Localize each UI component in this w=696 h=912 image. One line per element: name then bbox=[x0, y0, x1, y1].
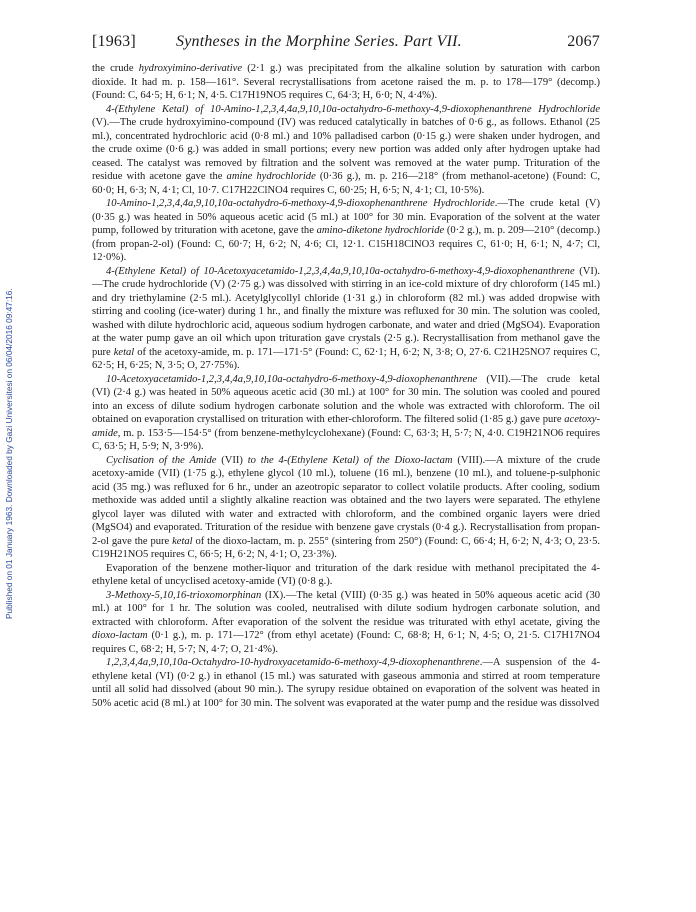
download-watermark-link[interactable]: Published on 01 January 1963. Downloaded by Gazi Universitesi on 06/04/2016 09:47:16. bbox=[4, 288, 14, 620]
paragraph bbox=[92, 454, 600, 562]
paragraph bbox=[92, 62, 600, 103]
text: (VI).—The crude hydrochloride (V) (2·75 g.) was dissolved with stirring in an ice-cold mixture of dry chloroform (145 ml.) and dry triethylamine (2·5 ml.). Acetylglycollyl chloride (1·31 g.) in chloroform (82 ml.) was added dropwise with stirring and cooling (ice-water) during 1 hr., and finally the mixture was refluxed for 30 min. The solution was cooled, washed with dilute hydrochloric acid, aqueous sodium hydrogen carbonate, and water and dried (MgSO4). Evaporation at the water pump gave an oil which upon trituration gave crystals (2·5 g.). Recrystallisation from methanol gave the pure bbox=[92, 265, 600, 358]
article-body bbox=[92, 62, 600, 902]
italic-text: 10-Acetoxyacetamido-1,2,3,4,4a,9,10,10a-octahydro-6-methoxy-4,9-dioxophenanthrene bbox=[106, 373, 478, 385]
page-number: 2067 bbox=[567, 33, 600, 50]
text: of the acetoxy-amide, m. p. 171—171·5° (Found: C, 62·1; H, 6·2; N, 3·8; O, 27·6. C21H25NO7 requires C, 62·5; H, 6·25; N, 3·5; O, 27·75%). bbox=[92, 346, 600, 371]
italic-text: amine hydrochloride bbox=[226, 171, 316, 182]
italic-text: dioxo-lactam bbox=[92, 630, 148, 641]
text: (VII) bbox=[216, 454, 248, 466]
paragraph bbox=[92, 656, 600, 710]
italic-text: to the 4-(Ethylene Ketal) of the Dioxo-lactam bbox=[247, 454, 453, 466]
italic-text: hydroxyimino-derivative bbox=[138, 63, 242, 74]
text: (0·1 g.), m. p. 171—172° (from ethyl acetate) (Found: C, 68·8; H, 6·1; N, 4·5; O, 21·5. C17H17NO4 requires C, 68·2; H, 5·7; N, 4·7; O, 21·4%). bbox=[92, 630, 600, 655]
italic-text: acetoxy-amide bbox=[92, 414, 600, 439]
running-header bbox=[92, 33, 600, 55]
text: , m. p. 153·5—154·5° (from benzene-methylcyclohexane) (Found: C, 63·3; H, 5·7; N, 4·0. C19H21NO6 requires C, 63·5; H, 5·9; N, 3·9%). bbox=[92, 427, 600, 452]
paragraph bbox=[92, 103, 600, 198]
text: (0·36 g.), m. p. 216—218° (from methanol-acetone) (Found: C, 60·0; H, 6·3; N, 4·1; Cl, 10·7. C17H22ClNO4 requires C, 60·25; H, 6·5; N, 4·1; Cl, 10·5%). bbox=[92, 171, 600, 196]
italic-text: Cyclisation of the Amide bbox=[106, 454, 217, 466]
text: Evaporation of the benzene mother-liquor and trituration of the dark residue with methanol precipitated the 4-ethylene ketal of uncyclised acetoxy-amide (VI) (0·8 g.). bbox=[92, 562, 600, 587]
italic-text: 3-Methoxy-5,10,16-trioxomorphinan bbox=[106, 589, 262, 601]
paragraph bbox=[92, 373, 600, 454]
text: (2·1 g.) was precipitated from the alkaline solution by saturation with carbon dioxide. It had m. p. 158—161°. Several recrystallisations from acetone raised the m. p. to 178—179° (decomp.) (Found: C, 64·5; H, 6·1; N, 4·5. C17H19NO5 requires C, 64·3; H, 6·0; N, 4·4%). bbox=[92, 63, 600, 101]
text: (0·2 g.), m. p. 209—210° (decomp.) (from propan-2-ol) (Found: C, 60·7; H, 6·2; N, 4·6; Cl, 12·1. C15H18ClNO3 requires C, 61·0; H, 6·1; N, 4·7; Cl, 12·0%). bbox=[92, 225, 601, 263]
paragraph bbox=[92, 197, 600, 265]
text: (VII).—The crude ketal (VI) (2·4 g.) was heated in 50% aqueous acetic acid (30 ml.) at 100° for 30 min. The solution was cooled and poured into an excess of dilute sodium hydrogen carbonate solution and the whole was extracted with chloroform. The oil obtained on evaporation crystallised on trituration with ether-chloroform. The filtered solid (1·85 g.) gave pure bbox=[92, 373, 600, 425]
text: .—The crude ketal (V) (0·35 g.) was heated in 50% aqueous acetic acid (5 ml.) at 100° for 30 min. Evaporation of the solvent at the water pump, followed by trituration with acetone, gave the bbox=[92, 198, 600, 236]
italic-text: amino-diketone hydrochloride bbox=[316, 225, 445, 236]
text: (VIII).—A mixture of the crude acetoxy-amide (VII) (1·75 g.), ethylene glycol (10 ml.), toluene (16 ml.), benzene (10 ml.), and toluene-p-sulphonic acid (35 mg.) was refluxed for 6 hr., under an azeotropic separator to collect volatile products. After cooling, sodium methoxide was added until a slightly alkaline reaction was obtained and the two layers were separated. The ethylene glycol layer was diluted with water and extracted with chloroform, and the combined organic layers were dried (MgSO4) and evaporated. Trituration of the residue with benzene gave crystals (0·4 g.). Recrystallisation from propan-2-ol gave the pure bbox=[92, 454, 600, 547]
italic-text: 4-(Ethylene Ketal) of 10-Amino-1,2,3,4,4a,9,10,10a-octahydro-6-methoxy-4,9-dioxophenanthrene Hydrochloride bbox=[106, 103, 600, 115]
header-year: [1963] bbox=[92, 33, 136, 50]
italic-text: 4-(Ethylene Ketal) of 10-Acetoxyacetamido-1,2,3,4,4a,9,10,10a-octahydro-6-methoxy-4,9-dioxophenanthrene bbox=[106, 265, 575, 277]
text: the crude bbox=[92, 63, 139, 74]
text: of the dioxo-lactam, m. p. 255° (sintering from 250°) (Found: C, 66·4; H, 6·2; N, 4·3; O, 23·5. C19H21NO5 requires C, 66·5; H, 6·2; N, 4·1; O, 23·3%). bbox=[92, 535, 600, 560]
text: (IX).—The ketal (VIII) (0·35 g.) was heated in 50% aqueous acetic acid (30 ml.) at 100° for 1 hr. The solution was cooled, neutralised with dilute sodium hydrogen carbonate solution, and extracted with chloroform. After evaporation of the solvent the residue was triturated with ethyl acetate, giving the bbox=[92, 589, 600, 628]
text: (V).—The crude hydroxyimino-compound (IV) was reduced catalytically in batches of 0·6 g., as follows. Ethanol (25 ml.), concentrated hydrochloric acid (0·8 ml.) and 10% palladised carbon (0·15 g.) were shaken under hydrogen, and the crude oxime (0·6 g.) was added in small portions; every new portion was added only after hydrogen uptake had ceased. The catalyst was removed by filtration and the solvent was removed at the water pump. Trituration of the residue with acetone gave the bbox=[92, 117, 600, 182]
italic-text: ketal bbox=[113, 346, 135, 358]
text: .—A suspension of the 4-ethylene ketal (VI) (0·2 g.) in ethanol (15 ml.) was saturated with gaseous ammonia and stirred at room temperature until all solid had dissolved (about 90 min.). The syrupy residue obtained on evaporation of the solvent was heated in 50% acetic acid (8 ml.) at 100° for 30 min. The solvent was evaporated at the water pump and the residue was dissolved bbox=[92, 657, 600, 709]
paragraph bbox=[92, 265, 600, 373]
italic-text: ketal bbox=[172, 535, 193, 547]
italic-text: 10-Amino-1,2,3,4,4a,9,10,10a-octahydro-6-methoxy-4,9-dioxophenanthrene Hydrochloride bbox=[106, 198, 495, 209]
paragraph bbox=[92, 562, 600, 589]
header-title: Syntheses in the Morphine Series. Part VII. bbox=[176, 33, 462, 50]
italic-text: 1,2,3,4,4a,9,10,10a-Octahydro-10-hydroxyacetamido-6-methoxy-4,9-dioxophenanthrene bbox=[106, 657, 480, 668]
paragraph bbox=[92, 589, 600, 657]
